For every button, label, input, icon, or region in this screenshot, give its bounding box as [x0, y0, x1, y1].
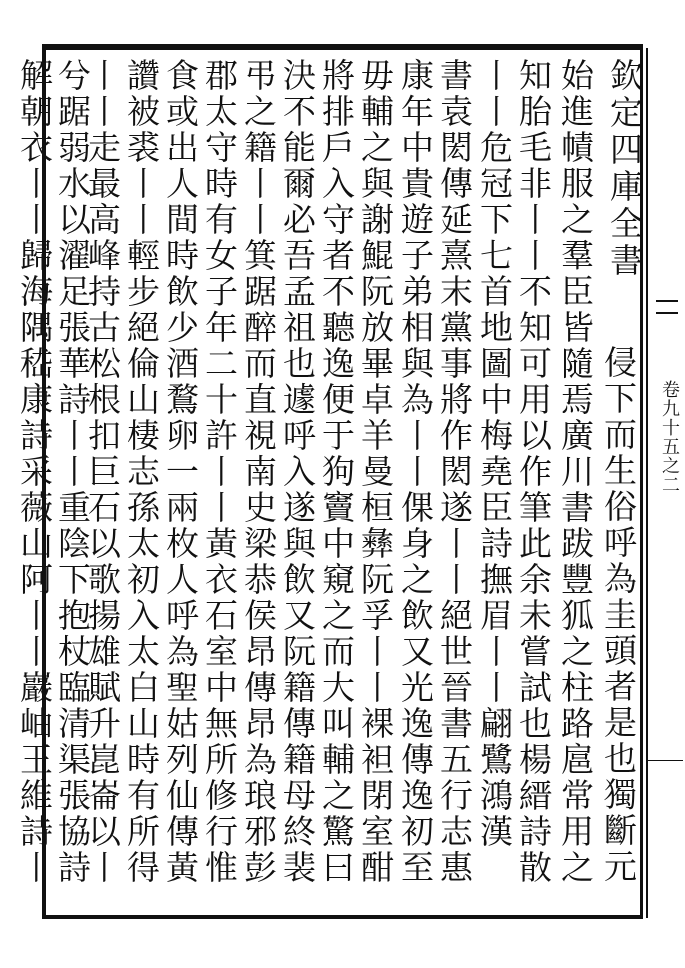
text-column-2: 始進幘服之羣臣皆隨焉廣川書跋豐狐之柱路扈常用之 [556, 58, 595, 886]
text-column-4: 丨丨危冠下七首地圖中梅堯臣詩撫眉丨丨翩鷺鴻漢 [475, 58, 514, 850]
text-column-8: 將排戶入守者不聽逸便于狗竇中窺之而大叫輔之驚曰 [317, 58, 356, 886]
margin-tick-line [648, 760, 683, 761]
volume-label: 卷九十五之二 [659, 380, 680, 494]
frame-bottom-border [42, 915, 642, 919]
book-title: 欽定四庫全書 [605, 58, 644, 280]
text-column-1: 侵下而生俗呼為圭頭者是也獨斷元 [599, 345, 638, 885]
text-column-3: 知胎毛非丨丨不知可用以作筆此余未嘗試也楊縉詩散 [514, 58, 553, 886]
text-column-9: 決不能爾必吾孟祖也遽呼入遂與飲又阮籍傳籍母終裴 [278, 58, 317, 886]
text-column-12: 食或出人間時飲少酒鶩卵一兩枚人呼為聖姑列仙傳黃 [161, 58, 200, 886]
text-column-14: 丨丨走最高峰持古松根扣巨石以歌揚雄賦升崑崙以丨 [83, 58, 122, 886]
text-column-11: 郡太守時有女子年二十許丨丨黃衣石室中無所修行惟 [200, 58, 239, 886]
text-column-13: 讚被裘丨丨輕步絕倫山棲志孫太初入太白山時有所得 [122, 58, 161, 886]
text-column-5: 書袁閎傳延熹末黨事將作閎遂丨丨絕世晉書五行志惠 [435, 58, 474, 886]
frame-right-outer-border [646, 48, 648, 918]
text-column-6: 康年中貴遊子弟相與為丨丨倮身之飲又光逸傳逸初至 [396, 58, 435, 886]
text-column-7: 毋輔之與謝鯤阮放畢卓羊曼桓彝阮孚丨丨裸袒閉室酣 [356, 58, 395, 886]
frame-top-border [42, 44, 642, 50]
text-column-16: 解朝衣丨丨歸海隅嵇康詩采薇山阿丨丨巖岫王維詩丨 [15, 58, 54, 886]
text-column-10: 弔之籍丨丨箕踞醉而直視南史梁恭侯昂傳昂為琅邪彭 [239, 58, 278, 886]
text-column-15: 兮踞弱水以濯足張華詩丨丨重陰下抱杖臨清渠張協詩 [53, 58, 92, 886]
fishtail-mark [656, 300, 678, 314]
